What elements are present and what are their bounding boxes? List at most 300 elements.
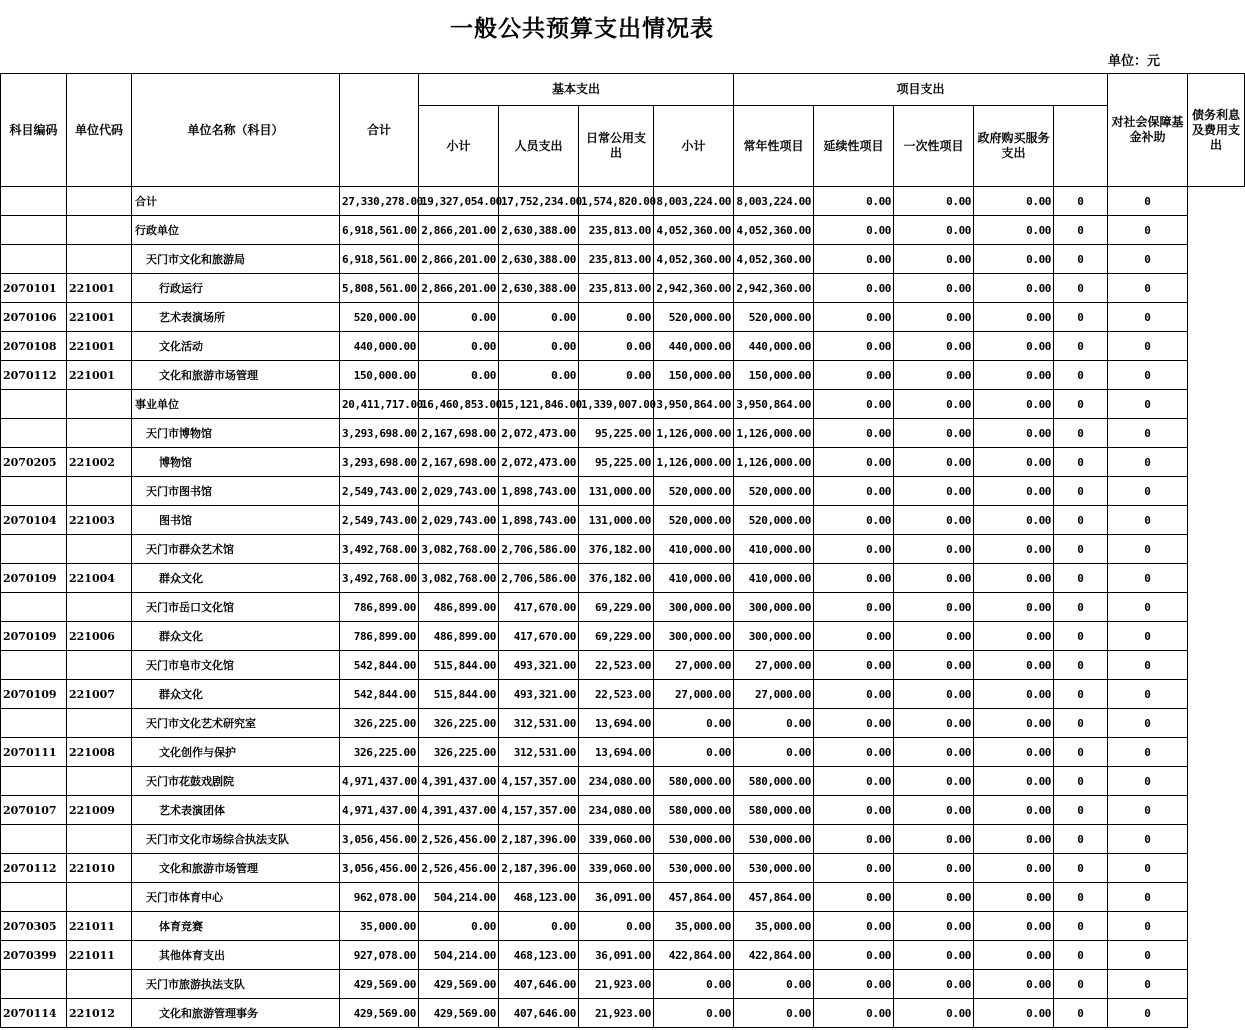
unit-name-cell: 事业单位 (132, 390, 340, 419)
basic-personnel-cell: 493,321.00 (499, 680, 579, 709)
basic-subtotal-cell: 2,029,743.00 (419, 477, 499, 506)
project-gov-purchase-cell: 0.00 (974, 970, 1054, 999)
project-gov-purchase-cell: 0.00 (974, 332, 1054, 361)
total-cell: 6,918,561.00 (340, 216, 419, 245)
basic-subtotal-cell: 0.00 (419, 912, 499, 941)
project-subtotal-cell: 530,000.00 (654, 825, 734, 854)
basic-public-cell: 0.00 (579, 303, 654, 332)
basic-personnel-cell: 1,898,743.00 (499, 506, 579, 535)
project-regular-cell: 0.00 (734, 970, 814, 999)
project-regular-cell: 520,000.00 (734, 477, 814, 506)
project-onetime-cell: 0.00 (894, 564, 974, 593)
debt-interest-cell: 0 (1108, 361, 1188, 390)
table-row (1, 564, 1245, 593)
project-regular-cell: 422,864.00 (734, 941, 814, 970)
project-gov-purchase-cell: 0.00 (974, 477, 1054, 506)
unit-name-cell: 群众文化 (132, 564, 340, 593)
social-security-cell: 0 (1054, 883, 1108, 912)
unit-code-cell (67, 216, 132, 245)
project-onetime-cell: 0.00 (894, 361, 974, 390)
debt-interest-cell: 0 (1108, 709, 1188, 738)
basic-public-cell: 131,000.00 (579, 477, 654, 506)
basic-subtotal-cell: 429,569.00 (419, 970, 499, 999)
header-social-security: 对社会保障基金补助 (1108, 74, 1188, 187)
header-subject-code: 科目编码 (1, 74, 67, 187)
basic-personnel-cell: 2,630,388.00 (499, 245, 579, 274)
table-row (1, 245, 1245, 274)
debt-interest-cell: 0 (1108, 448, 1188, 477)
basic-public-cell: 21,923.00 (579, 970, 654, 999)
total-cell: 786,899.00 (340, 593, 419, 622)
project-subtotal-cell: 27,000.00 (654, 651, 734, 680)
project-onetime-cell: 0.00 (894, 274, 974, 303)
table-row (1, 332, 1245, 361)
basic-subtotal-cell: 515,844.00 (419, 680, 499, 709)
basic-subtotal-cell: 486,899.00 (419, 622, 499, 651)
total-cell: 3,293,698.00 (340, 419, 419, 448)
project-subtotal-cell: 520,000.00 (654, 506, 734, 535)
subject-code-cell: 2070205 (1, 448, 67, 477)
project-subtotal-cell: 1,126,000.00 (654, 448, 734, 477)
project-regular-cell: 440,000.00 (734, 332, 814, 361)
project-gov-purchase-cell: 0.00 (974, 825, 1054, 854)
total-cell: 3,293,698.00 (340, 448, 419, 477)
subject-code-cell (1, 709, 67, 738)
table-row (1, 419, 1245, 448)
project-gov-purchase-cell: 0.00 (974, 854, 1054, 883)
table-row (1, 361, 1245, 390)
project-continuing-cell: 0.00 (814, 216, 894, 245)
project-subtotal-cell: 300,000.00 (654, 593, 734, 622)
basic-subtotal-cell: 0.00 (419, 361, 499, 390)
basic-personnel-cell: 0.00 (499, 332, 579, 361)
social-security-cell: 0 (1054, 651, 1108, 680)
project-subtotal-cell: 410,000.00 (654, 535, 734, 564)
social-security-cell: 0 (1054, 680, 1108, 709)
social-security-cell: 0 (1054, 448, 1108, 477)
basic-subtotal-cell: 486,899.00 (419, 593, 499, 622)
total-cell: 5,808,561.00 (340, 274, 419, 303)
debt-interest-cell: 0 (1108, 825, 1188, 854)
unit-name-cell: 天门市体育中心 (132, 883, 340, 912)
unit-name-cell: 天门市图书馆 (132, 477, 340, 506)
basic-public-cell: 376,182.00 (579, 564, 654, 593)
unit-name-cell: 文化活动 (132, 332, 340, 361)
basic-subtotal-cell: 19,327,054.00 (419, 187, 499, 216)
total-cell: 429,569.00 (340, 970, 419, 999)
basic-personnel-cell: 2,630,388.00 (499, 216, 579, 245)
project-gov-purchase-cell: 0.00 (974, 883, 1054, 912)
project-continuing-cell: 0.00 (814, 970, 894, 999)
total-cell: 2,549,743.00 (340, 506, 419, 535)
basic-personnel-cell: 2,187,396.00 (499, 825, 579, 854)
basic-personnel-cell: 0.00 (499, 361, 579, 390)
basic-personnel-cell: 1,898,743.00 (499, 477, 579, 506)
project-continuing-cell: 0.00 (814, 622, 894, 651)
header-basic: 基本支出 (419, 74, 734, 106)
subject-code-cell: 2070399 (1, 941, 67, 970)
basic-subtotal-cell: 326,225.00 (419, 709, 499, 738)
header-project: 项目支出 (734, 74, 1108, 106)
project-subtotal-cell: 0.00 (654, 999, 734, 1028)
table-row (1, 709, 1245, 738)
social-security-cell: 0 (1054, 738, 1108, 767)
social-security-cell: 0 (1054, 709, 1108, 738)
basic-public-cell: 69,229.00 (579, 593, 654, 622)
subject-code-cell: 2070109 (1, 680, 67, 709)
basic-personnel-cell: 4,157,357.00 (499, 796, 579, 825)
basic-public-cell: 0.00 (579, 361, 654, 390)
debt-interest-cell: 0 (1108, 564, 1188, 593)
basic-personnel-cell: 493,321.00 (499, 651, 579, 680)
basic-subtotal-cell: 2,866,201.00 (419, 216, 499, 245)
project-continuing-cell: 0.00 (814, 651, 894, 680)
project-onetime-cell: 0.00 (894, 796, 974, 825)
project-subtotal-cell: 580,000.00 (654, 796, 734, 825)
subject-code-cell (1, 767, 67, 796)
social-security-cell: 0 (1054, 941, 1108, 970)
project-subtotal-cell: 35,000.00 (654, 912, 734, 941)
unit-code-cell (67, 245, 132, 274)
project-onetime-cell: 0.00 (894, 651, 974, 680)
basic-public-cell: 22,523.00 (579, 680, 654, 709)
project-regular-cell: 4,052,360.00 (734, 245, 814, 274)
basic-subtotal-cell: 2,866,201.00 (419, 245, 499, 274)
social-security-cell: 0 (1054, 622, 1108, 651)
project-subtotal-cell: 8,003,224.00 (654, 187, 734, 216)
debt-interest-cell: 0 (1108, 970, 1188, 999)
project-regular-cell: 3,950,864.00 (734, 390, 814, 419)
unit-name-cell: 行政单位 (132, 216, 340, 245)
basic-personnel-cell: 2,072,473.00 (499, 419, 579, 448)
project-gov-purchase-cell: 0.00 (974, 941, 1054, 970)
debt-interest-cell: 0 (1108, 941, 1188, 970)
unit-code-cell (67, 419, 132, 448)
debt-interest-cell: 0 (1108, 651, 1188, 680)
project-regular-cell: 1,126,000.00 (734, 448, 814, 477)
table-row (1, 796, 1245, 825)
project-gov-purchase-cell: 0.00 (974, 651, 1054, 680)
project-continuing-cell: 0.00 (814, 361, 894, 390)
basic-public-cell: 1,339,007.00 (579, 390, 654, 419)
project-regular-cell: 410,000.00 (734, 564, 814, 593)
basic-subtotal-cell: 16,460,853.00 (419, 390, 499, 419)
debt-interest-cell: 0 (1108, 738, 1188, 767)
project-subtotal-cell: 27,000.00 (654, 680, 734, 709)
social-security-cell: 0 (1054, 825, 1108, 854)
unit-code-cell: 221008 (67, 738, 132, 767)
basic-public-cell: 36,091.00 (579, 883, 654, 912)
project-gov-purchase-cell: 0.00 (974, 216, 1054, 245)
project-onetime-cell: 0.00 (894, 999, 974, 1028)
basic-subtotal-cell: 429,569.00 (419, 999, 499, 1028)
unit-name-cell: 行政运行 (132, 274, 340, 303)
subject-code-cell (1, 970, 67, 999)
unit-code-cell: 221001 (67, 361, 132, 390)
subject-code-cell: 2070109 (1, 622, 67, 651)
basic-public-cell: 13,694.00 (579, 709, 654, 738)
basic-public-cell: 69,229.00 (579, 622, 654, 651)
debt-interest-cell: 0 (1108, 332, 1188, 361)
header-basic-personnel: 人员支出 (499, 106, 579, 187)
unit-name-cell: 天门市文化艺术研究室 (132, 709, 340, 738)
basic-personnel-cell: 15,121,846.00 (499, 390, 579, 419)
header-project-subtotal: 小计 (654, 106, 734, 187)
unit-code-cell (67, 651, 132, 680)
table-row (1, 999, 1245, 1028)
project-onetime-cell: 0.00 (894, 477, 974, 506)
basic-personnel-cell: 2,630,388.00 (499, 274, 579, 303)
table-row (1, 883, 1245, 912)
project-subtotal-cell: 520,000.00 (654, 303, 734, 332)
project-continuing-cell: 0.00 (814, 680, 894, 709)
unit-name-cell: 文化和旅游市场管理 (132, 361, 340, 390)
basic-public-cell: 22,523.00 (579, 651, 654, 680)
total-cell: 3,056,456.00 (340, 854, 419, 883)
total-cell: 786,899.00 (340, 622, 419, 651)
budget-table (0, 73, 1245, 1028)
debt-interest-cell: 0 (1108, 622, 1188, 651)
subject-code-cell: 2070107 (1, 796, 67, 825)
unit-code-cell (67, 709, 132, 738)
unit-code-cell: 221010 (67, 854, 132, 883)
debt-interest-cell: 0 (1108, 767, 1188, 796)
project-subtotal-cell: 580,000.00 (654, 767, 734, 796)
unit-code-cell: 221002 (67, 448, 132, 477)
social-security-cell: 0 (1054, 912, 1108, 941)
basic-personnel-cell: 417,670.00 (499, 622, 579, 651)
basic-public-cell: 21,923.00 (579, 999, 654, 1028)
unit-code-cell (67, 825, 132, 854)
project-onetime-cell: 0.00 (894, 593, 974, 622)
unit-name-cell: 天门市博物馆 (132, 419, 340, 448)
project-regular-cell: 4,052,360.00 (734, 216, 814, 245)
social-security-cell: 0 (1054, 419, 1108, 448)
social-security-cell: 0 (1054, 970, 1108, 999)
project-onetime-cell: 0.00 (894, 506, 974, 535)
table-row (1, 274, 1245, 303)
social-security-cell: 0 (1054, 477, 1108, 506)
basic-subtotal-cell: 2,167,698.00 (419, 448, 499, 477)
unit-name-cell: 群众文化 (132, 622, 340, 651)
total-cell: 3,056,456.00 (340, 825, 419, 854)
basic-public-cell: 36,091.00 (579, 941, 654, 970)
debt-interest-cell: 0 (1108, 680, 1188, 709)
project-onetime-cell: 0.00 (894, 245, 974, 274)
unit-code-cell: 221001 (67, 303, 132, 332)
basic-public-cell: 234,080.00 (579, 767, 654, 796)
basic-personnel-cell: 417,670.00 (499, 593, 579, 622)
total-cell: 20,411,717.00 (340, 390, 419, 419)
project-gov-purchase-cell: 0.00 (974, 535, 1054, 564)
project-gov-purchase-cell: 0.00 (974, 738, 1054, 767)
basic-public-cell: 131,000.00 (579, 506, 654, 535)
basic-subtotal-cell: 515,844.00 (419, 651, 499, 680)
table-row (1, 303, 1245, 332)
total-cell: 4,971,437.00 (340, 767, 419, 796)
debt-interest-cell: 0 (1108, 535, 1188, 564)
social-security-cell: 0 (1054, 796, 1108, 825)
project-continuing-cell: 0.00 (814, 593, 894, 622)
project-gov-purchase-cell: 0.00 (974, 912, 1054, 941)
project-onetime-cell: 0.00 (894, 767, 974, 796)
header-total: 合计 (340, 74, 419, 187)
project-subtotal-cell: 4,052,360.00 (654, 245, 734, 274)
project-continuing-cell: 0.00 (814, 448, 894, 477)
subject-code-cell (1, 245, 67, 274)
table-row (1, 970, 1245, 999)
basic-subtotal-cell: 2,526,456.00 (419, 825, 499, 854)
basic-personnel-cell: 2,187,396.00 (499, 854, 579, 883)
project-gov-purchase-cell: 0.00 (974, 564, 1054, 593)
project-subtotal-cell: 422,864.00 (654, 941, 734, 970)
unit-name-cell: 合计 (132, 187, 340, 216)
debt-interest-cell: 0 (1108, 419, 1188, 448)
project-regular-cell: 410,000.00 (734, 535, 814, 564)
project-onetime-cell: 0.00 (894, 390, 974, 419)
project-continuing-cell: 0.00 (814, 477, 894, 506)
social-security-cell: 0 (1054, 187, 1108, 216)
project-subtotal-cell: 0.00 (654, 738, 734, 767)
basic-subtotal-cell: 0.00 (419, 303, 499, 332)
unit-name-cell: 天门市文化和旅游局 (132, 245, 340, 274)
social-security-cell: 0 (1054, 274, 1108, 303)
basic-personnel-cell: 4,157,357.00 (499, 767, 579, 796)
project-gov-purchase-cell: 0.00 (974, 999, 1054, 1028)
unit-code-cell: 221001 (67, 332, 132, 361)
unit-name-cell: 文化和旅游管理事务 (132, 999, 340, 1028)
table-row (1, 680, 1245, 709)
project-subtotal-cell: 3,950,864.00 (654, 390, 734, 419)
header-project-onetime: 一次性项目 (894, 106, 974, 187)
header-unit-name: 单位名称（科目） (132, 74, 340, 187)
basic-public-cell: 235,813.00 (579, 216, 654, 245)
table-row (1, 941, 1245, 970)
project-gov-purchase-cell: 0.00 (974, 767, 1054, 796)
basic-public-cell: 234,080.00 (579, 796, 654, 825)
social-security-cell: 0 (1054, 854, 1108, 883)
total-cell: 520,000.00 (340, 303, 419, 332)
project-gov-purchase-cell: 0.00 (974, 303, 1054, 332)
basic-subtotal-cell: 4,391,437.00 (419, 767, 499, 796)
unit-name-cell: 文化和旅游市场管理 (132, 854, 340, 883)
project-continuing-cell: 0.00 (814, 332, 894, 361)
table-row (1, 622, 1245, 651)
table-row (1, 187, 1245, 216)
basic-personnel-cell: 468,123.00 (499, 941, 579, 970)
project-regular-cell: 300,000.00 (734, 593, 814, 622)
social-security-cell: 0 (1054, 535, 1108, 564)
table-row (1, 506, 1245, 535)
project-continuing-cell: 0.00 (814, 883, 894, 912)
project-regular-cell: 530,000.00 (734, 854, 814, 883)
project-gov-purchase-cell: 0.00 (974, 680, 1054, 709)
debt-interest-cell: 0 (1108, 245, 1188, 274)
subject-code-cell (1, 651, 67, 680)
total-cell: 326,225.00 (340, 709, 419, 738)
unit-code-cell: 221003 (67, 506, 132, 535)
debt-interest-cell: 0 (1108, 477, 1188, 506)
page-title: 一般公共预算支出情况表 (450, 15, 714, 42)
basic-personnel-cell: 0.00 (499, 303, 579, 332)
project-continuing-cell: 0.00 (814, 564, 894, 593)
total-cell: 326,225.00 (340, 738, 419, 767)
debt-interest-cell: 0 (1108, 883, 1188, 912)
subject-code-cell (1, 477, 67, 506)
project-regular-cell: 0.00 (734, 738, 814, 767)
basic-personnel-cell: 0.00 (499, 912, 579, 941)
header-debt-interest: 债务利息及费用支出 (1188, 74, 1245, 187)
project-regular-cell: 27,000.00 (734, 651, 814, 680)
basic-public-cell: 95,225.00 (579, 448, 654, 477)
project-regular-cell: 0.00 (734, 999, 814, 1028)
subject-code-cell (1, 883, 67, 912)
project-gov-purchase-cell: 0.00 (974, 622, 1054, 651)
project-continuing-cell: 0.00 (814, 796, 894, 825)
total-cell: 440,000.00 (340, 332, 419, 361)
social-security-cell: 0 (1054, 332, 1108, 361)
basic-personnel-cell: 468,123.00 (499, 883, 579, 912)
project-regular-cell: 8,003,224.00 (734, 187, 814, 216)
project-regular-cell: 2,942,360.00 (734, 274, 814, 303)
unit-name-cell: 其他体育支出 (132, 941, 340, 970)
project-subtotal-cell: 440,000.00 (654, 332, 734, 361)
unit-code-cell (67, 477, 132, 506)
project-onetime-cell: 0.00 (894, 970, 974, 999)
unit-code-cell: 221006 (67, 622, 132, 651)
subject-code-cell: 2070108 (1, 332, 67, 361)
unit-name-cell: 艺术表演场所 (132, 303, 340, 332)
basic-subtotal-cell: 2,526,456.00 (419, 854, 499, 883)
basic-personnel-cell: 2,706,586.00 (499, 535, 579, 564)
project-subtotal-cell: 457,864.00 (654, 883, 734, 912)
basic-personnel-cell: 407,646.00 (499, 999, 579, 1028)
project-regular-cell: 580,000.00 (734, 796, 814, 825)
project-gov-purchase-cell: 0.00 (974, 506, 1054, 535)
project-continuing-cell: 0.00 (814, 506, 894, 535)
project-regular-cell: 0.00 (734, 709, 814, 738)
table-row (1, 477, 1245, 506)
unit-name-cell: 博物馆 (132, 448, 340, 477)
subject-code-cell: 2070104 (1, 506, 67, 535)
project-onetime-cell: 0.00 (894, 419, 974, 448)
unit-name-cell: 天门市文化市场综合执法支队 (132, 825, 340, 854)
table-row (1, 825, 1245, 854)
unit-name-cell: 天门市旅游执法支队 (132, 970, 340, 999)
project-continuing-cell: 0.00 (814, 767, 894, 796)
project-onetime-cell: 0.00 (894, 622, 974, 651)
basic-public-cell: 339,060.00 (579, 825, 654, 854)
project-regular-cell: 520,000.00 (734, 303, 814, 332)
debt-interest-cell: 0 (1108, 390, 1188, 419)
total-cell: 3,492,768.00 (340, 535, 419, 564)
subject-code-cell: 2070112 (1, 361, 67, 390)
debt-interest-cell: 0 (1108, 999, 1188, 1028)
project-continuing-cell: 0.00 (814, 709, 894, 738)
social-security-cell: 0 (1054, 390, 1108, 419)
debt-interest-cell: 0 (1108, 854, 1188, 883)
debt-interest-cell: 0 (1108, 796, 1188, 825)
social-security-cell: 0 (1054, 506, 1108, 535)
project-onetime-cell: 0.00 (894, 738, 974, 767)
basic-subtotal-cell: 504,214.00 (419, 883, 499, 912)
project-onetime-cell: 0.00 (894, 535, 974, 564)
basic-personnel-cell: 2,706,586.00 (499, 564, 579, 593)
unit-name-cell: 体育竞赛 (132, 912, 340, 941)
unit-code-cell (67, 970, 132, 999)
basic-public-cell: 95,225.00 (579, 419, 654, 448)
header-unit-code: 单位代码 (67, 74, 132, 187)
